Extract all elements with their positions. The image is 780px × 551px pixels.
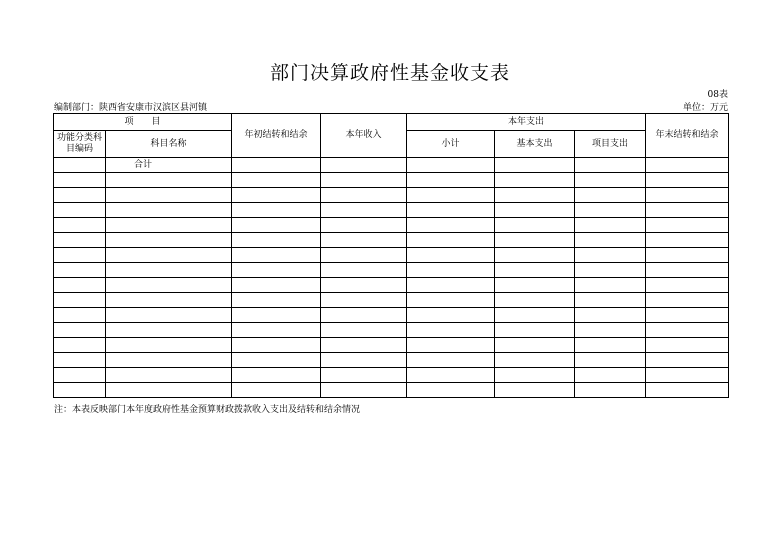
table-row — [54, 248, 729, 263]
table-row — [54, 368, 729, 383]
table-row — [54, 293, 729, 308]
cell-income — [321, 353, 407, 368]
cell-project — [575, 218, 646, 233]
cell-subtotal — [407, 248, 495, 263]
cell-project — [575, 233, 646, 248]
table-row — [54, 218, 729, 233]
table-row — [54, 203, 729, 218]
cell-basic — [495, 263, 575, 278]
header-item: 项 目 — [54, 114, 232, 131]
cell-opening — [232, 233, 321, 248]
cell-basic — [495, 353, 575, 368]
table-row — [54, 383, 729, 398]
header-current-income: 本年收入 — [321, 114, 407, 158]
cell-basic — [495, 218, 575, 233]
cell-basic — [495, 383, 575, 398]
cell-project — [575, 248, 646, 263]
cell-income — [321, 173, 407, 188]
cell-closing — [646, 353, 729, 368]
cell-name — [106, 368, 232, 383]
cell-closing — [646, 173, 729, 188]
cell-name — [106, 323, 232, 338]
cell-income — [321, 308, 407, 323]
cell-basic — [495, 248, 575, 263]
cell-subtotal — [407, 293, 495, 308]
cell-basic — [495, 293, 575, 308]
cell-subtotal — [407, 278, 495, 293]
cell-income — [321, 218, 407, 233]
cell-name — [106, 383, 232, 398]
cell-code — [54, 248, 106, 263]
cell-opening — [232, 218, 321, 233]
cell-income — [321, 158, 407, 173]
cell-income — [321, 293, 407, 308]
header-code: 功能分类科目编码 — [54, 131, 106, 158]
cell-code — [54, 218, 106, 233]
cell-closing — [646, 323, 729, 338]
cell-name — [106, 308, 232, 323]
cell-subtotal — [407, 323, 495, 338]
cell-project — [575, 353, 646, 368]
cell-name — [106, 218, 232, 233]
cell-opening — [232, 293, 321, 308]
cell-basic — [495, 233, 575, 248]
cell-opening — [232, 353, 321, 368]
cell-opening — [232, 248, 321, 263]
cell-closing — [646, 278, 729, 293]
cell-code — [54, 173, 106, 188]
header-current-expenditure: 本年支出 — [407, 114, 646, 131]
cell-subtotal — [407, 383, 495, 398]
table-row — [54, 323, 729, 338]
cell-opening — [232, 308, 321, 323]
table-row — [54, 353, 729, 368]
cell-code — [54, 308, 106, 323]
cell-closing — [646, 338, 729, 353]
cell-subtotal — [407, 263, 495, 278]
unit-label: 单位：万元 — [682, 103, 728, 113]
cell-name: 合计 — [106, 158, 232, 173]
cell-name — [106, 233, 232, 248]
cell-subtotal — [407, 188, 495, 203]
header-closing-balance: 年末结转和结余 — [646, 114, 729, 158]
cell-income — [321, 263, 407, 278]
cell-opening — [232, 323, 321, 338]
cell-subtotal — [407, 218, 495, 233]
cell-subtotal — [407, 158, 495, 173]
cell-name — [106, 338, 232, 353]
cell-closing — [646, 263, 729, 278]
cell-project — [575, 203, 646, 218]
cell-income — [321, 248, 407, 263]
cell-opening — [232, 368, 321, 383]
table-row — [54, 338, 729, 353]
cell-code — [54, 323, 106, 338]
header-basic-expenditure: 基本支出 — [495, 131, 575, 158]
cell-basic — [495, 323, 575, 338]
page-title: 部门决算政府性基金收支表 — [269, 62, 510, 84]
cell-income — [321, 383, 407, 398]
total-row — [54, 158, 729, 173]
cell-closing — [646, 188, 729, 203]
cell-code — [54, 188, 106, 203]
cell-code — [54, 203, 106, 218]
table-row — [54, 233, 729, 248]
cell-code — [54, 293, 106, 308]
fund-table — [53, 113, 729, 398]
cell-opening — [232, 278, 321, 293]
header-opening-balance: 年初结转和结余 — [232, 114, 321, 158]
cell-project — [575, 383, 646, 398]
cell-name — [106, 173, 232, 188]
cell-name — [106, 278, 232, 293]
cell-subtotal — [407, 203, 495, 218]
cell-income — [321, 323, 407, 338]
table-row — [54, 173, 729, 188]
cell-code — [54, 233, 106, 248]
cell-closing — [646, 158, 729, 173]
header-row-1 — [54, 114, 729, 131]
cell-subtotal — [407, 368, 495, 383]
cell-basic — [495, 173, 575, 188]
table-row — [54, 188, 729, 203]
cell-subtotal — [407, 338, 495, 353]
cell-closing — [646, 203, 729, 218]
cell-income — [321, 338, 407, 353]
cell-basic — [495, 158, 575, 173]
compiling-department: 编制部门：陕西省安康市汉滨区县河镇 — [54, 103, 208, 113]
cell-code — [54, 158, 106, 173]
cell-name — [106, 248, 232, 263]
cell-code — [54, 353, 106, 368]
cell-income — [321, 278, 407, 293]
cell-closing — [646, 293, 729, 308]
cell-name — [106, 353, 232, 368]
cell-closing — [646, 368, 729, 383]
cell-project — [575, 188, 646, 203]
header-project-expenditure: 项目支出 — [575, 131, 646, 158]
cell-income — [321, 203, 407, 218]
cell-subtotal — [407, 173, 495, 188]
cell-basic — [495, 278, 575, 293]
table-row — [54, 278, 729, 293]
cell-closing — [646, 383, 729, 398]
cell-name — [106, 263, 232, 278]
table-row — [54, 308, 729, 323]
cell-name — [106, 293, 232, 308]
cell-subtotal — [407, 308, 495, 323]
cell-opening — [232, 173, 321, 188]
header-subtotal: 小计 — [407, 131, 495, 158]
cell-project — [575, 173, 646, 188]
cell-code — [54, 338, 106, 353]
cell-code — [54, 368, 106, 383]
footnote: 注：本表反映部门本年度政府性基金预算财政拨款收入支出及结转和结余情况 — [54, 405, 361, 415]
cell-subtotal — [407, 233, 495, 248]
cell-closing — [646, 233, 729, 248]
cell-opening — [232, 263, 321, 278]
table-row — [54, 263, 729, 278]
cell-closing — [646, 308, 729, 323]
cell-basic — [495, 338, 575, 353]
cell-project — [575, 278, 646, 293]
cell-basic — [495, 368, 575, 383]
form-number: 08表 — [707, 90, 728, 100]
cell-closing — [646, 248, 729, 263]
cell-opening — [232, 188, 321, 203]
cell-project — [575, 263, 646, 278]
cell-subtotal — [407, 353, 495, 368]
cell-project — [575, 308, 646, 323]
cell-opening — [232, 338, 321, 353]
cell-basic — [495, 188, 575, 203]
cell-name — [106, 203, 232, 218]
cell-code — [54, 278, 106, 293]
cell-project — [575, 158, 646, 173]
cell-closing — [646, 218, 729, 233]
cell-name — [106, 188, 232, 203]
cell-project — [575, 368, 646, 383]
cell-code — [54, 263, 106, 278]
cell-code — [54, 383, 106, 398]
cell-project — [575, 293, 646, 308]
cell-income — [321, 188, 407, 203]
cell-opening — [232, 383, 321, 398]
cell-basic — [495, 308, 575, 323]
cell-project — [575, 323, 646, 338]
cell-income — [321, 368, 407, 383]
cell-basic — [495, 203, 575, 218]
cell-opening — [232, 158, 321, 173]
cell-income — [321, 233, 407, 248]
cell-project — [575, 338, 646, 353]
header-name: 科目名称 — [106, 131, 232, 158]
cell-opening — [232, 203, 321, 218]
